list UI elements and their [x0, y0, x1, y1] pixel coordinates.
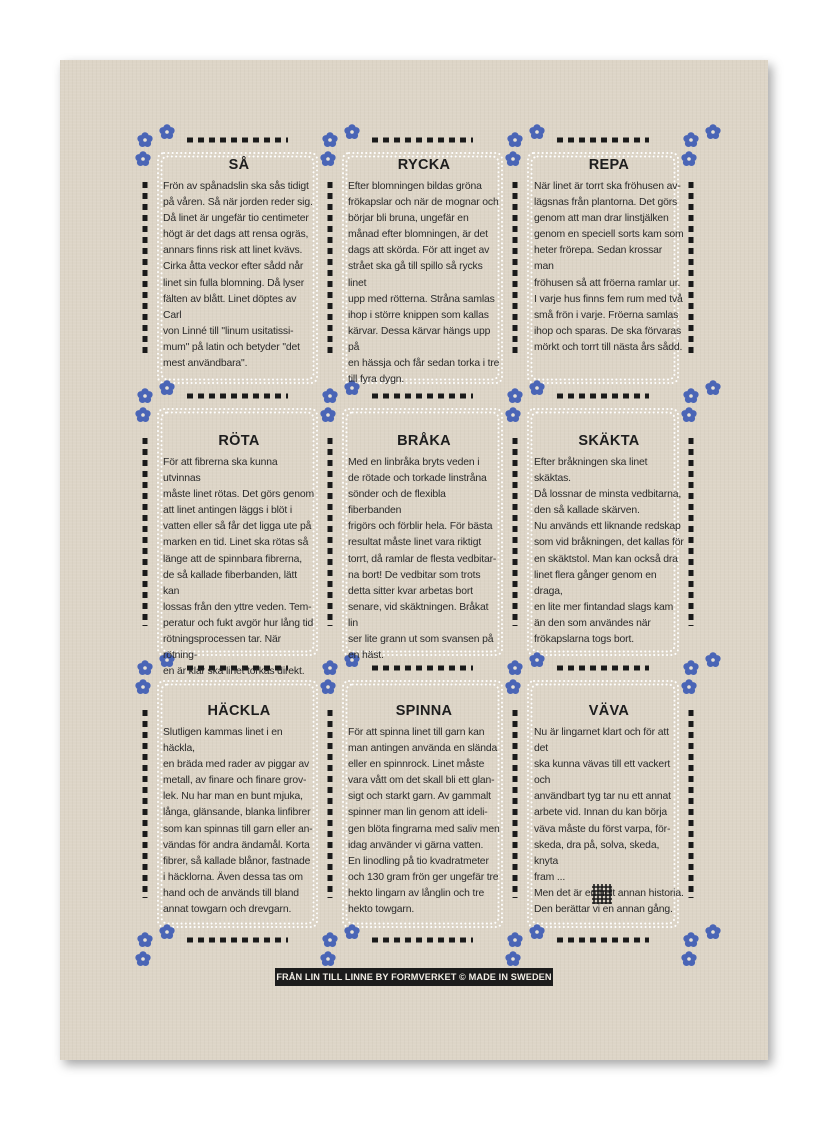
flower-icon — [705, 924, 720, 939]
flower-icon — [322, 388, 337, 403]
panel-sa — [163, 157, 315, 375]
panel-text: Efter blomningen bildas gröna frökapslar och när de mognar och börjar bli bruna, ungefär en månad efter blomningen, är det dags att skörda. För att inget av strået ska gå till spillo så rycks linet upp med rötterna. Stråna samlas ihop i större knippen som kallas kärvar. Dessa kärvar hängs upp på en hässja och får sedan torka i tre till fyra dygn. — [348, 181, 500, 386]
panel-skakta — [534, 433, 684, 651]
flower-icon — [135, 951, 150, 966]
flower-icon — [529, 124, 544, 139]
panel-spinna — [348, 703, 500, 921]
flower-icon — [322, 132, 337, 147]
flower-icon — [344, 124, 359, 139]
flower-icon — [705, 652, 720, 667]
flower-icon — [320, 407, 335, 422]
flower-icon — [135, 407, 150, 422]
flower-icon — [320, 679, 335, 694]
panel-text: Slutligen kammas linet i en häckla, en bräda med rader av piggar av metall, av finare och finare grov- lek. Nu har man en bunt mjuka, långa, glänsande, blanka linfibrer som kan spinnas till garn eller an- vändas för andra ändamål. Korta fibrer, så kallade blånor, fastnade i häcklorna. Även dessa tas om hand och de används till bland annat towgarn och drevgarn. — [163, 727, 313, 916]
flower-icon — [505, 151, 520, 166]
flower-icon — [320, 151, 335, 166]
flower-icon — [507, 388, 522, 403]
flower-icon — [137, 132, 152, 147]
flower-icon — [681, 679, 696, 694]
flower-icon — [683, 388, 698, 403]
flower-icon — [505, 679, 520, 694]
flower-icon — [137, 388, 152, 403]
panel-text: Med en linbråka bryts veden i de rötade och torkade linstråna sönder och de flexibla fiberbanden frigörs och förblir hela. För bästa resultat måste linet vara riktigt torrt, då ramlar de flesta vedbitar- na bort! De vedbitar som trots detta sitter kvar arbetas bort senare, vid skäktningen. Bråkat lin ser lite grann ut som svansen på en häst. — [348, 457, 497, 662]
panel-title: RÖTA — [218, 433, 260, 449]
panel-text: För att fibrerna ska kunna utvinnas måste linet rötas. Det görs genom att linet antingen läggs i blöt i vatten eller så får det ligga ute på marken en tid. Linet ska rötas så länge att de spinnbara fibrerna, de så kallade fiberbanden, lätt kan lossas från den yttre veden. Tem- peratur och fukt avgör hur lång tid rötningsprocessen tar. När rötning- en är klar ska linet torkas direkt. — [163, 457, 314, 678]
flower-icon — [507, 660, 522, 675]
flower-icon — [705, 124, 720, 139]
flower-icon — [320, 951, 335, 966]
panel-title: VÄVA — [588, 703, 630, 719]
panel-title: BRÅKA — [397, 433, 451, 449]
flower-icon — [137, 932, 152, 947]
flower-icon — [507, 132, 522, 147]
flower-icon — [137, 660, 152, 675]
flower-icon — [505, 407, 520, 422]
flower-icon — [322, 660, 337, 675]
panel-title: SPINNA — [395, 703, 453, 719]
panel-text: Nu är lingarnet klart och för att det ska kunna vävas till ett vackert och användbart tyg tar nu ett annat arbete vid. Innan du kan börja väva måste du först varpa, för- skeda, dra på, solva, skeda, knyta fram ... Men det är en helt annan historia. Den berättar vi en annan gång. — [534, 727, 684, 916]
flower-icon — [507, 932, 522, 947]
footer-label: FRÅN LIN TILL LINNE BY FORMVERKET © MADE IN SWEDEN — [275, 968, 553, 986]
panel-text: När linet är torrt ska fröhusen av- lägsnas från plantorna. Det görs genom att man drar linstjälken genom en speciell sorts kam som heter frörepa. Sedan krossar man fröhusen så att fröerna ramlar ur. I varje hus finns fem rum med två små frön i varje. Fröerna samlas ihop och sparas. De ska förvaras mörkt och torrt till nästa års sådd. — [534, 181, 684, 353]
panel-rycka — [348, 157, 500, 386]
flower-icon — [683, 660, 698, 675]
flower-icon — [505, 951, 520, 966]
flower-icon — [681, 951, 696, 966]
panel-title: REPA — [588, 157, 630, 173]
panel-title: HÄCKLA — [207, 703, 271, 719]
panel-text: Frön av spånadslin ska sås tidigt på våren. Så när jorden reder sig. Då linet är ungefär tio centimeter högt är det dags att rensa ogräs, annars finns risk att linet kvävs. Cirka åtta veckor efter sådd når linet sin fulla blomning. Då lyser fälten av blått. Linet döptes av Carl von Linné till "linum usitatissi- mum" på latin och betyder "det mest användbara". — [163, 181, 313, 370]
panel-text: För att spinna linet till garn kan man antingen använda en slända eller en spinnrock. Linet måste vara vått om det skall bli ett glan- sigt och starkt garn. Av gammalt spinner man lin genom att ideli- gen blöta fingrarna med saliv men idag använder vi gärna vatten. En linodling på tio kvadratmeter och 130 gram frön ger ungefär tre hekto lingarn av långlin och tre hekto towgarn. — [348, 727, 500, 916]
flower-icon — [529, 380, 544, 395]
panel-repa — [534, 157, 684, 375]
flower-icon — [681, 407, 696, 422]
panel-hackla — [163, 703, 315, 921]
panel-rota — [163, 433, 315, 678]
panel-text: Efter bråkningen ska linet skäktas. Då lossnar de minsta vedbitarna, den så kallade skärven. Nu används ett liknande redskap som vid bråkningen, det kallas för en skäktstol. Man kan också dra linet flera gånger genom en draga, en lite mer fintandad slags kam än den som användes när frökapslarna togs bort. — [534, 457, 684, 646]
panel-braka — [348, 433, 500, 662]
flower-icon — [683, 132, 698, 147]
flower-icon — [135, 151, 150, 166]
flower-icon — [322, 932, 337, 947]
flower-icon — [705, 380, 720, 395]
panel-title: RYCKA — [397, 157, 451, 173]
flower-icon — [159, 124, 174, 139]
panel-title: SÅ — [228, 157, 250, 173]
flower-icon — [135, 679, 150, 694]
panel-title: SKÄKTA — [578, 433, 640, 449]
weave-icon — [591, 883, 613, 905]
flower-icon — [683, 932, 698, 947]
